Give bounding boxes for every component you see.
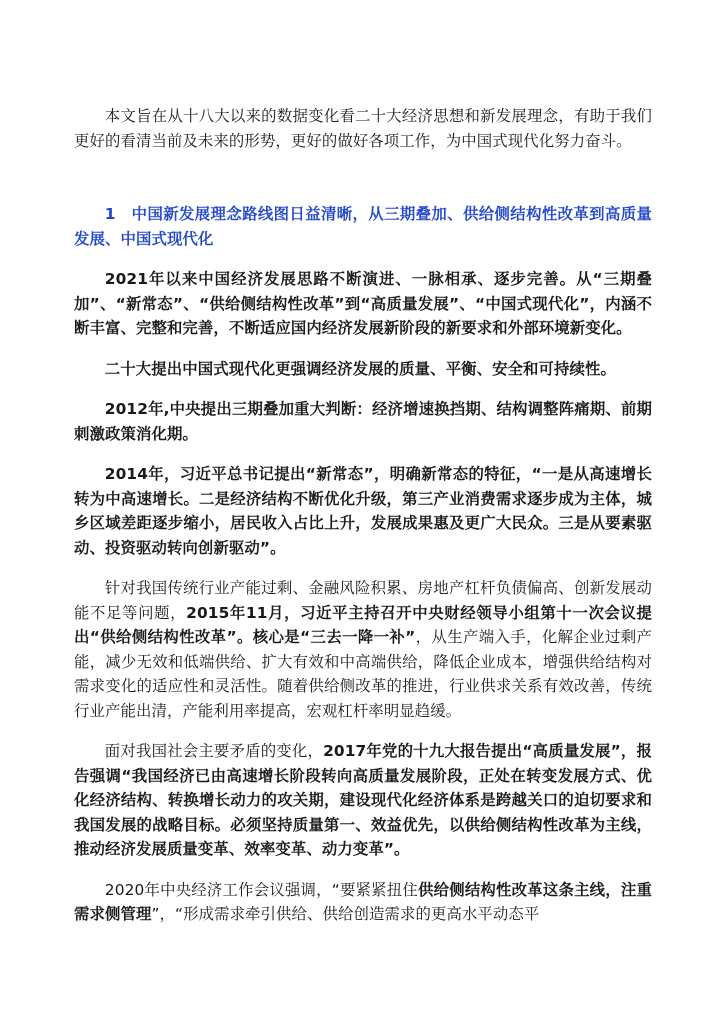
paragraph-2015-lead: 针对我国传统行业产能过剩、金融风险积累、房地产杠杆负债偏高、创新发展动能不足等问题， [74, 579, 652, 622]
paragraph-2020-emphasis: 供给侧结构性改革这条主线，注重需求侧管理 [74, 880, 652, 923]
paragraph-2017-lead: 面对我国社会主要矛盾的变化， [104, 742, 324, 760]
paragraph-2015-rest: ，从生产端入手，化解企业过剩产能，减少无效和低端供给、扩大有效和中高端供给，降低企业成本，增强供给结构对需求变化的适应性和灵活性。随着供给侧改革的推进，行业供求关系有效改善，传统行业产能出清，产能利用率提高，宏观杠杆率明显趋缓。 [74, 628, 652, 720]
paragraph-2017-emphasis: 2017年党的十九大报告提出“高质量发展”，报告强调“我国经济已由高速增长阶段转向高质量发展阶段，正处在转变发展方式、优化经济结构、转换增长动力的攻关期，建设现代化经济体系是跨越关口的迫切要求和我国发展的战略目标。必须坚持质量第一、效益优先，以供给侧结构性改革为主线，推动经济发展质量变革、效率变革、动力变革”。 [74, 742, 652, 858]
paragraph-2021-evolution: 2021年以来中国经济发展思路不断演进、一脉相承、逐步完善。从“三期叠加”、“新常态”、“供给侧结构性改革”到“高质量发展”、“中国式现代化”，内涵不断丰富、完整和完善，不断适应国内经济发展新阶段的新要求和外部环境新变化。 [74, 270, 652, 337]
paragraph-2012-three-periods: 2012年,中央提出三期叠加重大判断：经济增速换挡期、结构调整阵痛期、前期刺激政策消化期。 [74, 400, 652, 443]
paragraph-2017-high-quality [74, 739, 652, 862]
paragraph-20th-congress: 二十大提出中国式现代化更强调经济发展的质量、平衡、安全和可持续性。 [104, 359, 616, 378]
paragraph-2015-supply-side [74, 576, 652, 723]
document-page [74, 104, 652, 943]
intro-paragraph: 本文旨在从十八大以来的数据变化看二十大经济思想和新发展理念，有助于我们更好的看清当前及未来的形势，更好的做好各项工作，为中国式现代化努力奋斗。 [74, 107, 652, 150]
paragraph-2020-rest: ”，“形成需求牵引供给、供给创造需求的更高水平动态平 [151, 905, 540, 923]
section-heading: 1 中国新发展理念路线图日益清晰，从三期叠加、供给侧结构性改革到高质量发展、中国式现代化 [74, 205, 652, 248]
paragraph-2015-emphasis: 2015年11月，习近平主持召开中央财经领导小组第十一次会议提出“供给侧结构性改革”。核心是“三去一降一补” [74, 603, 652, 646]
paragraph-2020-conference [74, 878, 652, 927]
paragraph-2020-lead: 2020年中央经济工作会议强调，“要紧紧扭住 [104, 880, 418, 899]
paragraph-2014-new-normal: 2014年，习近平总书记提出“新常态”，明确新常态的特征，“一是从高速增长转为中高速增长。二是经济结构不断优化升级，第三产业消费需求逐步成为主体，城乡区域差距逐步缩小，居民收入占比上升，发展成果惠及更广大民众。三是从要素驱动、投资驱动转向创新驱动”。 [74, 465, 652, 557]
